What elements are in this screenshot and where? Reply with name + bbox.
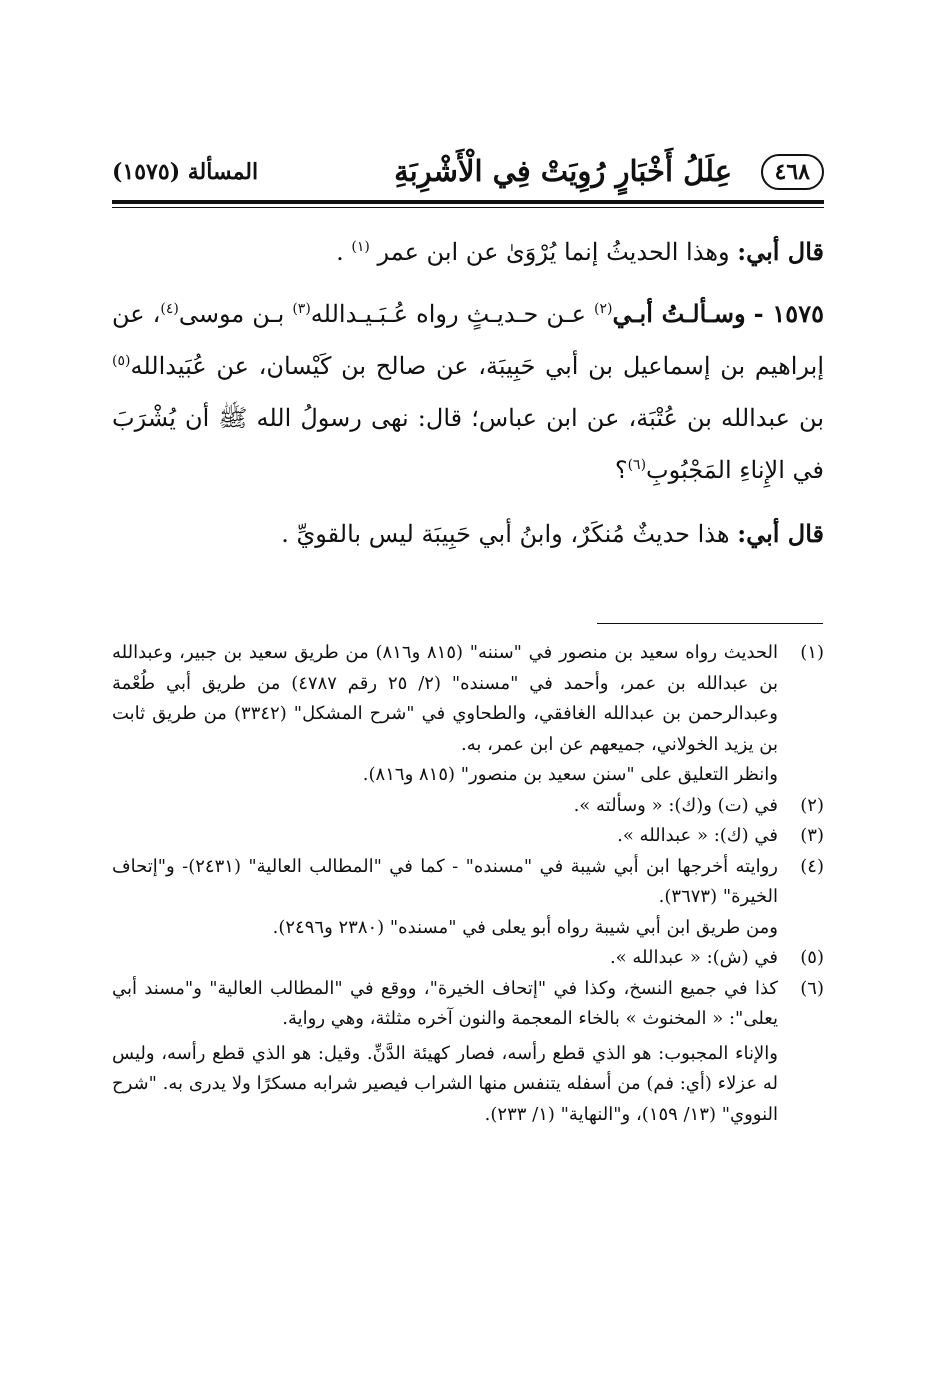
paragraph-text: هذا حديثٌ مُنكَرٌ، وابنُ أبي حَبِيبَة ليس بالقويِّ . <box>281 520 730 548</box>
footnote-number: (٥) <box>800 947 824 968</box>
footnote <box>112 974 824 1035</box>
running-header <box>112 152 824 194</box>
book-title: عِلَلُ أَخْبَارٍ رُوِيَتْ فِي الْأَشْرِبَةِ <box>394 154 732 188</box>
header-rule-thin <box>112 207 824 208</box>
paragraph-end: ؟ <box>614 456 628 484</box>
paragraph-end: . <box>336 238 344 266</box>
paragraph-1 <box>112 226 824 278</box>
footnote <box>112 943 824 974</box>
footnote <box>112 791 824 822</box>
footnote-ref: (٤) <box>160 301 179 317</box>
issue-number: ١٥٧٥ - <box>753 299 824 328</box>
footnote-text: وانظر التعليق على "سنن سعيد بن منصور" (٨١٥ و٨١٦). <box>362 764 778 785</box>
footnote-number: (٢) <box>800 794 824 816</box>
footnote <box>112 821 824 852</box>
paragraph-text: وهذا الحديثُ إنما يُرْوَىٰ عن ابن عمر <box>377 238 730 266</box>
footnote <box>112 852 824 944</box>
footnote-ref: (٦) <box>627 457 647 473</box>
footnote-text: كذا في جميع النسخ، وكذا في "إتحاف الخيرة"، ووقع في "المطالب العالية" و"مسند أبي يعلى": « المخنوث » بالخاء المعجمة والنون آخره مثلثة، وهي رواية. <box>112 977 778 1029</box>
footnote-ref: (١) <box>351 239 370 255</box>
footnote-text: في (ت) و(ك): « وسألته ». <box>573 794 778 816</box>
page-number: ٤٦٨ <box>761 154 824 190</box>
footnote-ref: (٥) <box>112 353 131 369</box>
footnote-number: (٣) <box>800 825 824 846</box>
footnotes <box>112 638 824 1130</box>
main-text <box>112 226 824 560</box>
footnote-number: (٦) <box>800 977 824 999</box>
footnote-text: والإناء المجبوب: هو الذي قطع رأسه، فصار كهيئة الدَّنِّ. وقيل: هو الذي قطع رأسه، وليس له عزلاء (أي: فم) من أسفله يتنفس منها الشراب فيصير شرابه مسكرًا ولا يدرى به. "شرح النووي" (١٣/ ١٥٩)، و"النهاية" (١/ ٢٣٣). <box>112 1042 778 1125</box>
paragraph-3 <box>112 508 824 560</box>
paragraph-2 <box>112 288 824 496</box>
paragraph-text: بـن موسى <box>178 300 285 328</box>
footnote-text: روايته أخرجها ابن أبي شيبة في "مسنده" - كما في "المطالب العالية" (٢٤٣١)- و"إتحاف الخيرة" (٣٦٧٣). <box>112 855 778 907</box>
footnote-ref: (٣) <box>292 301 311 317</box>
footnote-text: الحديث رواه سعيد بن منصور في "سننه" (٨١٥ و٨١٦) من طريق سعيد بن جبير، وعبدالله بن عبدالله بن عمر، وأحمد في "مسنده" (٢/ ٢٥ رقم ٤٧٨٧) من طريق أبي طُعْمة وعبدالرحمن بن عبدالله الغافقي، والطحاوي في "شرح المشكل" (٣٣٤٢) من طريق ثابت بن يزيد الخولاني، جميعهم عن ابن عمر، به. <box>112 642 779 755</box>
footnote-separator <box>597 623 823 624</box>
speaker-label: قال أبي: <box>737 519 824 548</box>
issue-label: المسألة (١٥٧٥) <box>112 159 259 185</box>
paragraph-text: ، عن إبراهيم بن إسماعيل بن أبي حَبِيبَة، عن صالح بن كَيْسان، عن عُبَيدالله <box>112 300 824 380</box>
header-rule-thick <box>112 200 824 204</box>
footnote-number: (٤) <box>800 855 824 877</box>
footnote-ref: (٢) <box>594 301 613 317</box>
footnote-number: (١) <box>800 642 824 663</box>
footnote-text: في (ك): « عبدالله ». <box>617 825 778 846</box>
footnote <box>112 638 824 791</box>
question-lead: وسـألـتُ أبـي <box>612 299 746 328</box>
speaker-label: قال أبي: <box>737 237 824 266</box>
paragraph-text: بن عبدالله بن عُتْبَة، عن ابن عباس؛ قال: نهى رسولُ الله ﷺ أن يُشْرَبَ في الإِناءِ المَجْبُوبِ <box>112 404 825 484</box>
footnote-text: في (ش): « عبدالله ». <box>609 947 778 968</box>
footnote-text: ومن طريق ابن أبي شيبة رواه أبو يعلى في "مسنده" (٢٣٨٠ و٢٤٩٦). <box>272 916 778 938</box>
footnote-continuation <box>112 1039 824 1131</box>
paragraph-text: عـن حـديـثٍ رواه عُـبَـيـدالله <box>310 300 586 328</box>
